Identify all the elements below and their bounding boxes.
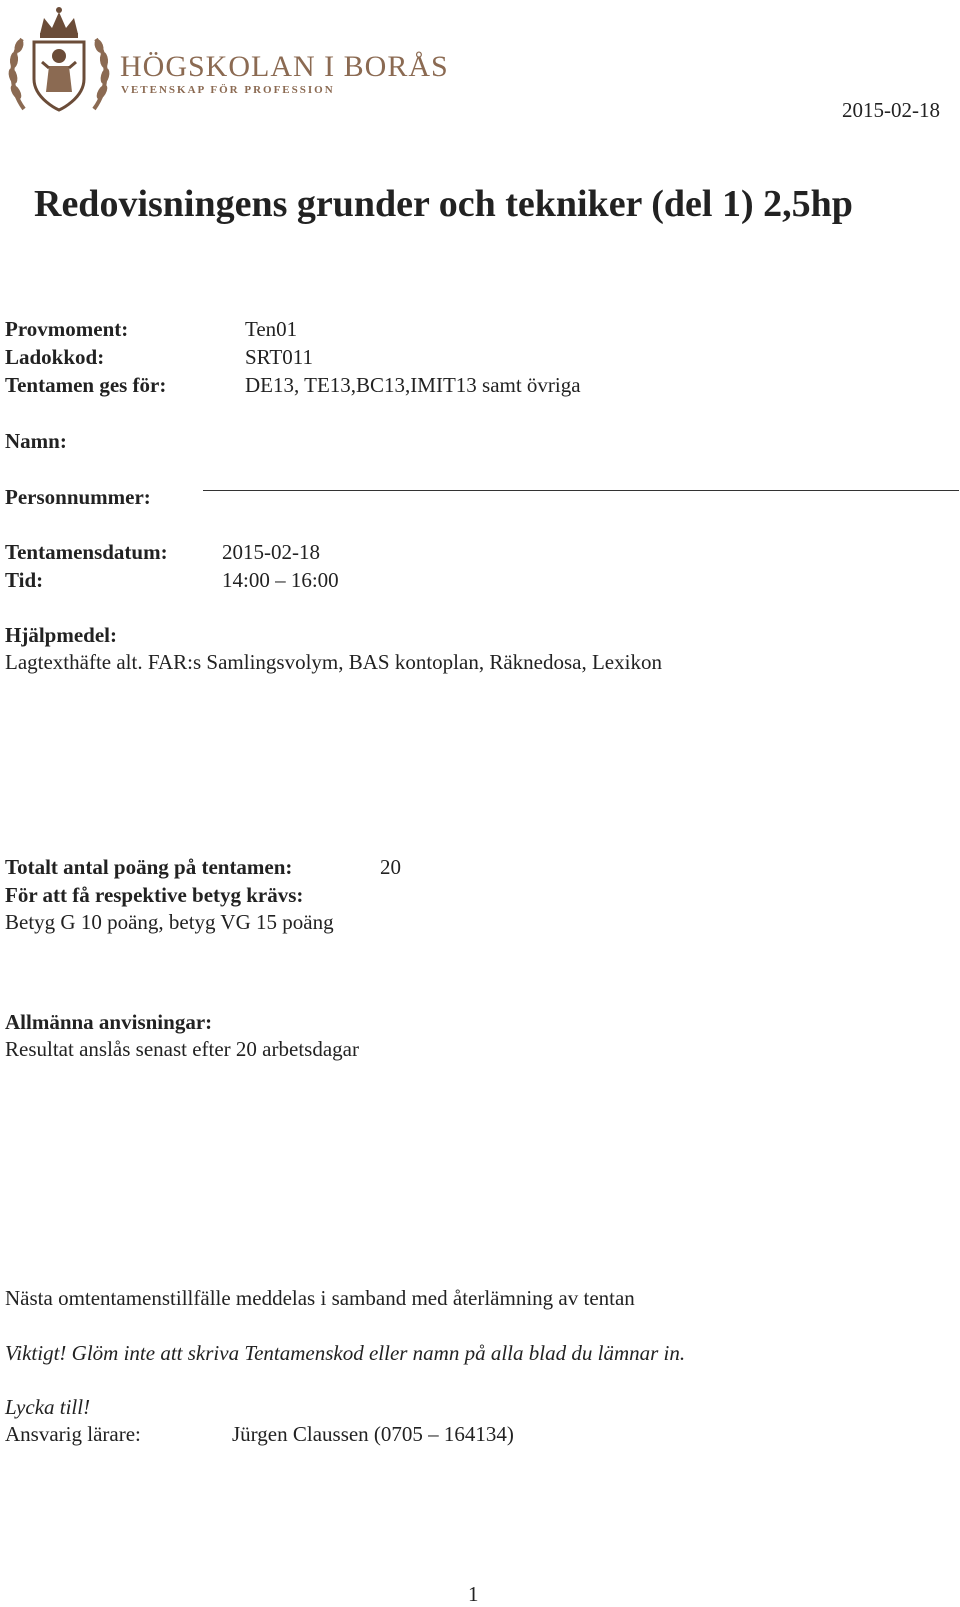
good-luck-text: Lycka till! bbox=[5, 1395, 91, 1419]
next-exam-text: Nästa omtentamenstillfälle meddelas i samband med återlämning av tentan bbox=[5, 1286, 635, 1310]
grade-requirements-label: För att få respektive betyg krävs: bbox=[5, 883, 304, 907]
exam-date-label: Tentamensdatum: bbox=[5, 540, 168, 564]
info-label-tentamen-ges: Tentamen ges för: bbox=[5, 373, 167, 397]
aids-label: Hjälpmedel: bbox=[5, 623, 117, 647]
page-number: 1 bbox=[468, 1582, 479, 1606]
org-name: HÖGSKOLAN I BORÅS bbox=[120, 50, 449, 83]
exam-time-label: Tid: bbox=[5, 568, 44, 592]
teacher-label: Ansvarig lärare: bbox=[5, 1422, 141, 1446]
name-underline bbox=[203, 490, 959, 491]
header-date: 2015-02-18 bbox=[842, 98, 940, 122]
org-tagline: VETENSKAP FÖR PROFESSION bbox=[121, 84, 335, 96]
university-crest-logo bbox=[4, 4, 114, 122]
namn-label: Namn: bbox=[5, 429, 67, 453]
teacher-value: Jürgen Claussen (0705 – 164134) bbox=[232, 1422, 514, 1446]
instructions-text: Resultat anslås senast efter 20 arbetsdagar bbox=[5, 1037, 359, 1061]
info-value-provmoment: Ten01 bbox=[245, 317, 298, 341]
important-note: Viktigt! Glöm inte att skriva Tentamenskod eller namn på alla blad du lämnar in. bbox=[5, 1341, 686, 1365]
info-value-ladokkod: SRT011 bbox=[245, 345, 313, 369]
total-points-label: Totalt antal poäng på tentamen: bbox=[5, 855, 293, 879]
grade-requirements-text: Betyg G 10 poäng, betyg VG 15 poäng bbox=[5, 910, 334, 934]
info-label-ladokkod: Ladokkod: bbox=[5, 345, 105, 369]
personnummer-label: Personnummer: bbox=[5, 485, 151, 509]
exam-date-value: 2015-02-18 bbox=[222, 540, 320, 564]
instructions-label: Allmänna anvisningar: bbox=[5, 1010, 213, 1034]
exam-time-value: 14:00 – 16:00 bbox=[222, 568, 339, 592]
page-title: Redovisningens grunder och tekniker (del 1) 2,5hp bbox=[34, 183, 853, 225]
aids-text: Lagtexthäfte alt. FAR:s Samlingsvolym, BAS kontoplan, Räknedosa, Lexikon bbox=[5, 650, 662, 674]
total-points-value: 20 bbox=[380, 855, 401, 879]
info-value-tentamen-ges: DE13, TE13,BC13,IMIT13 samt övriga bbox=[245, 373, 581, 397]
info-label-provmoment: Provmoment: bbox=[5, 317, 129, 341]
